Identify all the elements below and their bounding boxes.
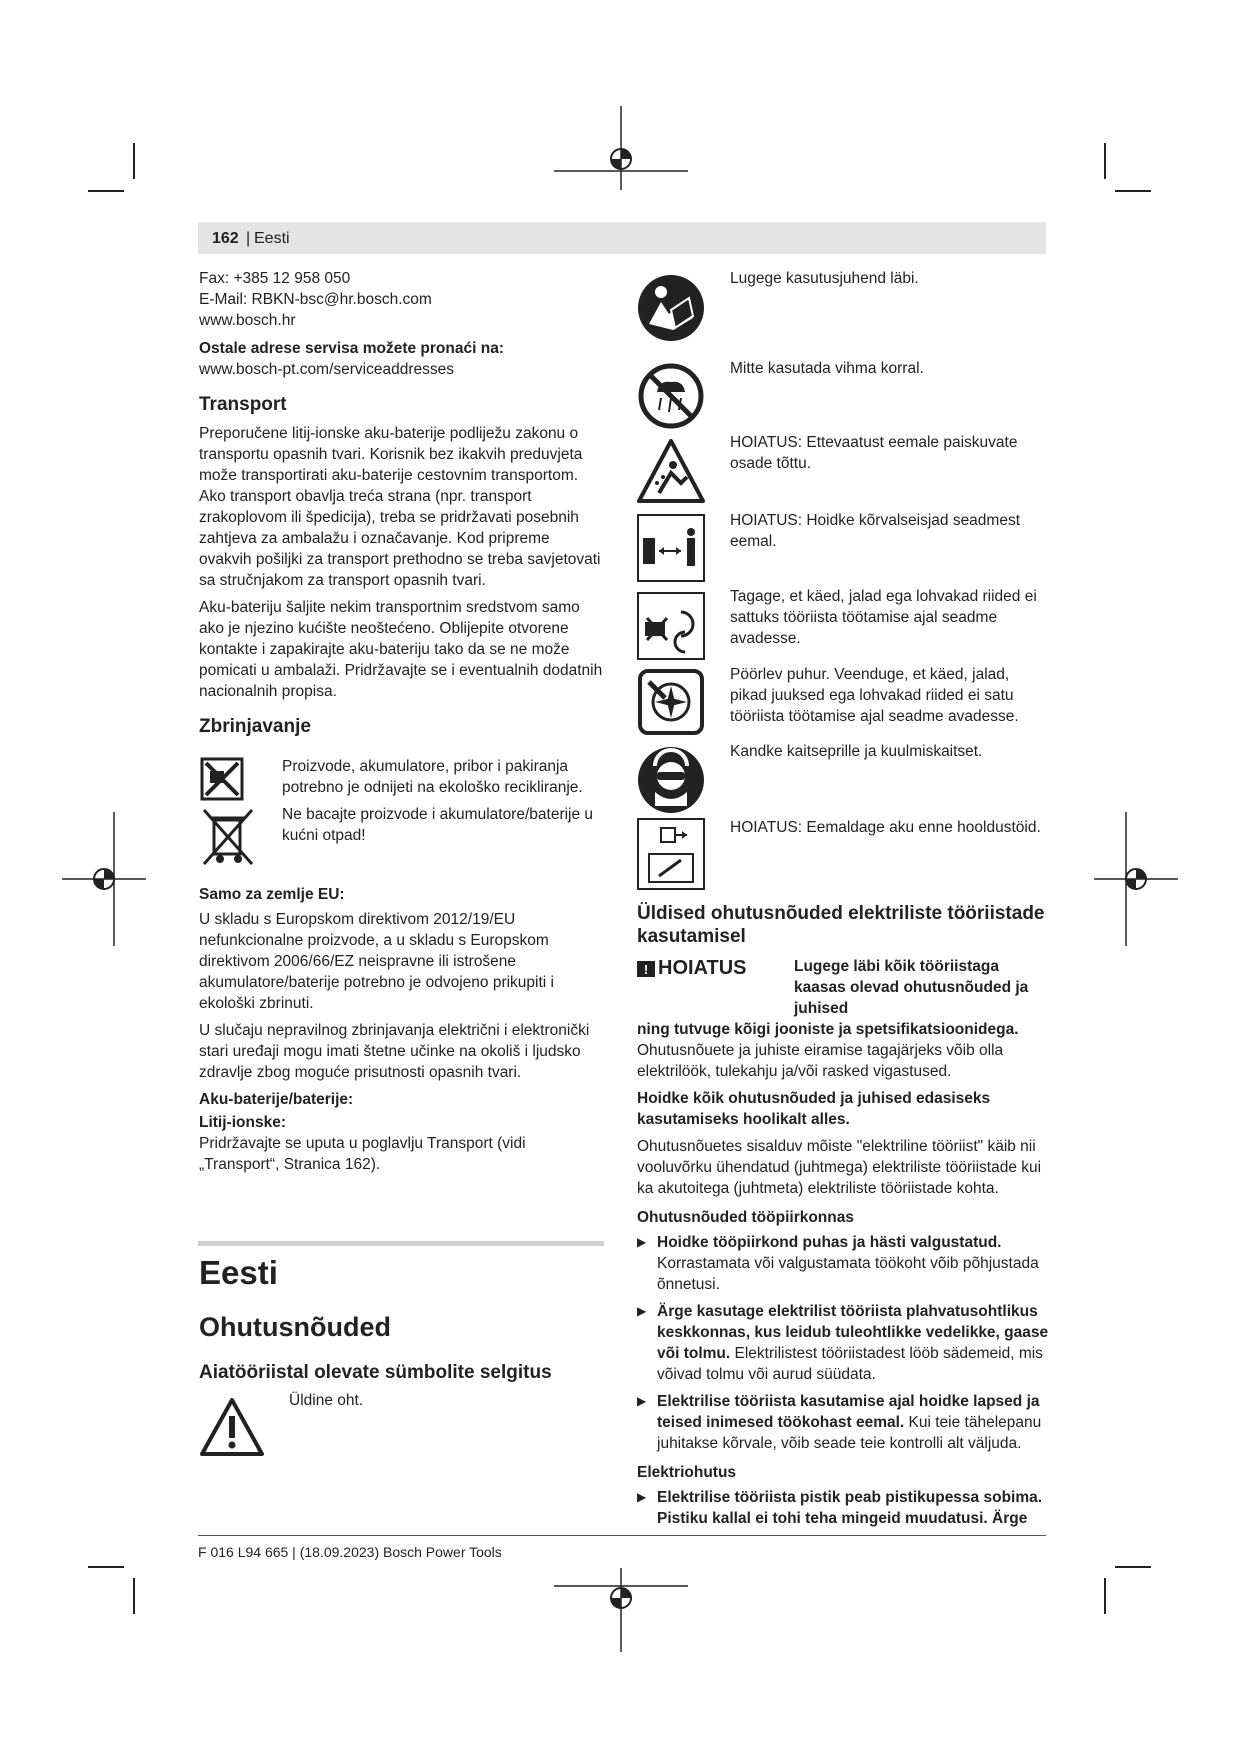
recycling-packaging-icon [200, 757, 244, 801]
warning-bold-text: ning tutvuge kõigi jooniste ja spetsifikatsioonidega. [637, 1021, 1019, 1038]
keep-bystanders-away-icon [637, 514, 705, 582]
header-separator: | [246, 230, 251, 247]
bullet-text: Elektrilistest tööriistadest lööb sädemeid, mis võivad tolmu või aurud süüdata. [657, 1345, 1043, 1383]
crop-mark [88, 1566, 124, 1568]
liion-label: Litij-ionske: [199, 1114, 286, 1131]
bullet-text: Korrastamata või valgustamata töökoht võib põhjustada õnnetusi. [657, 1255, 1039, 1293]
warning-block [637, 956, 1049, 1019]
general-safety-heading: Üldised ohutusnõuded elektriliste tööriistade kasutamisel [637, 903, 1045, 947]
list-item [637, 1301, 1049, 1385]
crop-mark [1115, 190, 1151, 192]
symbol-text: Pöörlev puhur. Veenduge, et käed, jalad, pikad juuksed ega lohvakad riided ei satu tööriista töötamise ajal seadme avadesse. [730, 666, 1019, 725]
symbol-text: HOIATUS: Ettevaatust eemale paiskuvate osade tõttu. [730, 434, 1018, 472]
warning-triangle-icon [198, 1396, 266, 1458]
header-language: Eesti [254, 230, 290, 247]
registration-mark-icon [1094, 812, 1178, 946]
rotating-blower-icon [637, 668, 705, 736]
contact-email: E-Mail: RBKN-bsc@hr.bosch.com [199, 291, 432, 308]
bullet-bold: Elektrilise tööriista pistik peab pistikupessa sobima. Pistiku kallal ei tohi teha mingeid muudatusi. [657, 1489, 1043, 1527]
page-number: 162 [212, 230, 239, 247]
eu-paragraph: U skladu s Europskom direktivom 2012/19/EU nefunkcionalne proizvode, a u skladu s Europskom direktivom 2006/66/EZ neispravne ili istrošene akumulatore/baterije potrebno je odvojeno prikupiti i ekološki zbrinuti. [199, 911, 554, 1012]
bullet-bold: Hoidke tööpiirkond puhas ja hästi valgustatud. [657, 1234, 1002, 1251]
thrown-objects-icon [637, 437, 705, 505]
crossed-bin-icon [200, 806, 256, 868]
warning-badge-icon: ! [637, 961, 655, 977]
warning-paragraph: Ohutusnõuete ja juhiste eiramise tagajärjeks võib olla elektrilöök, tulekahju ja/või rasked vigastused. [637, 1042, 1004, 1080]
warning-badge [637, 958, 747, 979]
other-addresses-url[interactable]: www.bosch-pt.com/serviceaddresses [199, 361, 454, 378]
term-paragraph: Ohutusnõuetes sisalduv mõiste "elektriline tööriist" käib nii vooluvõrku ühendatud (juhtmega) elektriliste tööriistade kui ka akutoitega (juhtmeta) elektriliste tööriistade kohta. [637, 1138, 1042, 1197]
crop-mark [88, 190, 124, 192]
footer-text: F 016 L94 665 | (18.09.2023) Bosch Power Tools [198, 1544, 502, 1560]
symbols-heading: Aiatööriistal olevate sümbolite selgitus [199, 1362, 552, 1383]
eye-ear-protection-icon [637, 746, 705, 814]
list-item [637, 1391, 1049, 1454]
symbol-text: Tagage, et käed, jalad ega lohvakad riided ei sattuks tööriista töötamise ajal seadme avadesse. [730, 588, 1037, 647]
disposal-text: Ne bacajte proizvode i akumulatore/baterije u kućni otpad! [282, 806, 594, 844]
crop-mark [133, 143, 135, 179]
other-addresses-label: Ostale adrese servisa možete pronaći na: [199, 340, 504, 357]
warning-bold-text: Lugege läbi kõik tööriistaga kaasas olevad ohutusnõuded ja juhised [794, 958, 1029, 1017]
language-title: Eesti [199, 1254, 278, 1291]
symbol-text: Mitte kasutada vihma korral. [730, 360, 924, 377]
crop-mark [1104, 1578, 1106, 1614]
contact-web: www.bosch.hr [199, 312, 296, 329]
hands-feet-away-icon [637, 592, 705, 660]
left-column-lower [199, 884, 604, 1181]
transport-paragraph: Preporučene litij-ionske aku-baterije podliježu zakonu o transportu opasnih tvari. Korisnik bez ikakvih preduvjeta može transportirati aku-baterije cestovnim transportom. Ako transport obavlja treća strana (npr. transport zrakoplovom ili špedicija), treba se pridržavati posebnih zahtjeva za ambalažu i označavanje. Kod pripreme ovakvih pošiljki za transport prethodno se treba savjetovati sa stručnjakom za transport opasnih tvari. [199, 425, 601, 589]
general-danger-text: Üldine oht. [289, 1392, 364, 1409]
contact-fax: Fax: +385 12 958 050 [199, 270, 351, 287]
battery-label: Aku-baterije/baterije: [199, 1091, 354, 1108]
bullet-bold-tail: Ärge [992, 1510, 1028, 1527]
footer-rule [198, 1535, 1046, 1536]
registration-mark-icon [554, 1568, 688, 1652]
bullet-text: Kui teie tähelepanu juhitakse kõrvale, võib seade teie kontrolli alt väljuda. [657, 1414, 1042, 1452]
liion-paragraph: Pridržavajte se uputa u poglavlju Transport (vidi „Transport“, Stranica 162). [199, 1135, 526, 1173]
remove-battery-icon [637, 818, 705, 890]
read-manual-icon [637, 274, 705, 342]
symbol-text: Lugege kasutusjuhend läbi. [730, 270, 919, 287]
eu-paragraph: U slučaju nepravilnog zbrinjavanja električni i elektronički stari uređaji mogu imati štetne učinke na okoliš i ljudsko zdravlje zbog moguće prisutnosti opasnih tvari. [199, 1022, 590, 1081]
list-item [637, 1232, 1049, 1295]
symbol-text: Kandke kaitseprille ja kuulmiskaitset. [730, 743, 983, 760]
keep-instructions-text: Hoidke kõik ohutusnõuded ja juhised edasiseks kasutamiseks hoolikalt alles. [637, 1090, 991, 1128]
crop-mark [1115, 1566, 1151, 1568]
registration-mark-icon [62, 812, 146, 946]
disposal-text: Proizvode, akumulatore, pribor i pakiranja potrebno je odnijeti na ekološko recikliranje. [282, 758, 583, 796]
safety-title: Ohutusnõuded [199, 1312, 391, 1342]
symbol-text: HOIATUS: Eemaldage aku enne hooldustöid. [730, 819, 1041, 836]
crop-mark [1104, 143, 1106, 179]
bullet-bold: Elektrilise tööriista kasutamise ajal hoidke lapsed ja teised inimesed töökohast eemal. [657, 1393, 1040, 1431]
crop-mark [133, 1578, 135, 1614]
left-column [199, 268, 604, 745]
section-divider [198, 1241, 604, 1246]
no-rain-icon [637, 362, 705, 430]
electric-heading: Elektriohutus [637, 1464, 737, 1481]
page-header [198, 222, 1046, 254]
symbol-text: HOIATUS: Hoidke kõrvalseisjad seadmest eemal. [730, 512, 1021, 550]
list-item [637, 1487, 1049, 1529]
disposal-heading: Zbrinjavanje [199, 716, 311, 737]
transport-heading: Transport [199, 394, 287, 415]
transport-paragraph: Aku-bateriju šaljite nekim transportnim sredstvom samo ako je njezino kućište neoštećeno. Oblijepite otvorene kontakte i zapakirajte aku-bateriju tako da se ne može pomicati u ambalaži. Pridržavajte se i eventualnih dodatnih nacionalnih propisa. [199, 599, 603, 700]
right-column [637, 902, 1049, 1535]
eu-label: Samo za zemlje EU: [199, 886, 345, 903]
workplace-heading: Ohutusnõuded tööpiirkonnas [637, 1209, 854, 1226]
bullet-bold: Ärge kasutage elektrilist tööriista plahvatusohtlikus keskkonnas, kus leidub tuleohtlikke vedelikke, gaase või tolmu. [657, 1303, 1049, 1362]
registration-mark-icon [554, 106, 688, 190]
warning-badge-label: HOIATUS [658, 957, 747, 979]
